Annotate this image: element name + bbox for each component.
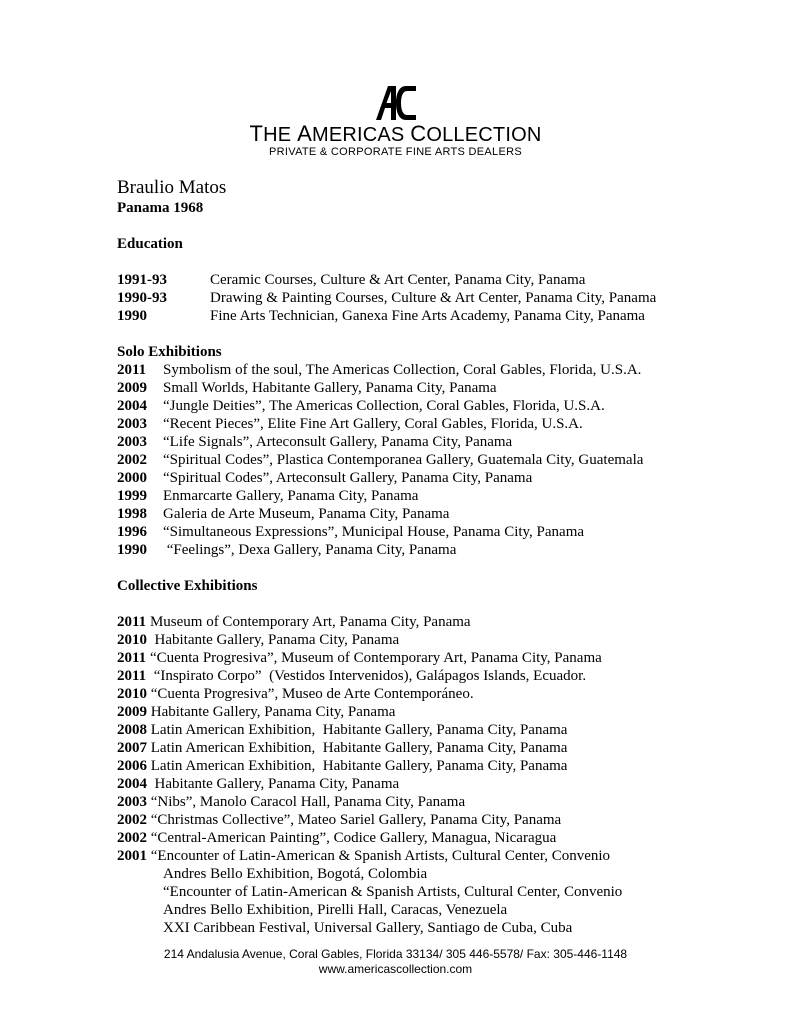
collective-exhibition-item — [117, 811, 757, 829]
exhibition-year: 1996 — [117, 524, 147, 540]
resume-body — [117, 176, 757, 937]
ac-monogram-icon — [376, 86, 416, 120]
solo-exhibition-item — [117, 469, 757, 487]
exhibition-text: “Encounter of Latin-American & Spanish Artists, Cultural Center, Convenio — [147, 848, 611, 864]
exhibition-text: “Jungle Deities”, The Americas Collection, Coral Gables, Florida, U.S.A. — [163, 398, 605, 414]
exhibition-year: 2002 — [117, 812, 147, 828]
exhibition-year: 2001 — [117, 848, 147, 864]
education-year: 1990 — [117, 308, 147, 324]
exhibition-year: 1998 — [117, 506, 147, 522]
collective-exhibition-item — [117, 685, 757, 703]
education-year: 1991-93 — [117, 272, 167, 288]
solo-exhibition-item — [117, 379, 757, 397]
company-name: THE AMERICAS COLLECTION — [249, 121, 542, 146]
exhibition-text: “Inspirato Corpo” (Vestidos Intervenidos), Galápagos Islands, Ecuador. — [146, 668, 587, 684]
exhibition-year: 2004 — [117, 398, 147, 414]
exhibition-year: 2009 — [117, 704, 147, 720]
collective-exhibition-item — [117, 703, 757, 721]
exhibition-year: 2011 — [117, 614, 147, 630]
exhibition-text: Symbolism of the soul, The Americas Collection, Coral Gables, Florida, U.S.A. — [163, 362, 642, 378]
exhibition-text: Habitante Gallery, Panama City, Panama — [147, 632, 400, 648]
exhibition-text: Museum of Contemporary Art, Panama City, Panama — [146, 614, 471, 630]
solo-exhibition-item — [117, 397, 757, 415]
exhibition-text: “Simultaneous Expressions”, Municipal House, Panama City, Panama — [163, 524, 585, 540]
exhibition-continuation-line: Andres Bello Exhibition, Pirelli Hall, Caracas, Venezuela — [163, 902, 508, 918]
exhibition-year: 2006 — [117, 758, 147, 774]
solo-exhibition-item — [117, 451, 757, 469]
company-tagline: PRIVATE & CORPORATE FINE ARTS DEALERS — [269, 146, 522, 158]
exhibition-text: “Feelings”, Dexa Gallery, Panama City, Panama — [163, 542, 457, 558]
solo-exhibitions-list — [117, 361, 757, 559]
footer-address: 214 Andalusia Avenue, Coral Gables, Florida 33134/ 305 446-5578/ Fax: 305-446-1148 — [163, 947, 628, 961]
exhibition-year: 2008 — [117, 722, 147, 738]
education-heading: Education — [117, 236, 183, 252]
collective-exhibitions-heading: Collective Exhibitions — [117, 578, 258, 594]
exhibition-text: “Christmas Collective”, Mateo Sariel Gallery, Panama City, Panama — [147, 812, 562, 828]
collective-continuation — [117, 865, 757, 937]
exhibition-year: 1999 — [117, 488, 147, 504]
footer-website: www.americascollection.com — [318, 962, 473, 976]
exhibition-continuation-line: XXI Caribbean Festival, Universal Gallery, Santiago de Cuba, Cuba — [163, 920, 573, 936]
education-year: 1990-93 — [117, 290, 167, 306]
artist-name: Braulio Matos — [117, 177, 227, 198]
education-text: Drawing & Painting Courses, Culture & Art Center, Panama City, Panama — [210, 290, 657, 306]
exhibition-text: “Nibs”, Manolo Caracol Hall, Panama City, Panama — [147, 794, 466, 810]
collective-exhibition-item — [117, 721, 757, 739]
exhibition-text: Latin American Exhibition, Habitante Gallery, Panama City, Panama — [147, 740, 568, 756]
collective-exhibition-item — [117, 829, 757, 847]
solo-exhibitions-heading: Solo Exhibitions — [117, 344, 222, 360]
exhibition-year: 2002 — [117, 830, 147, 846]
education-text: Ceramic Courses, Culture & Art Center, Panama City, Panama — [210, 272, 586, 288]
solo-exhibition-item — [117, 361, 757, 379]
exhibition-text: “Spiritual Codes”, Arteconsult Gallery, Panama City, Panama — [163, 470, 533, 486]
solo-exhibition-item — [117, 541, 757, 559]
education-list — [117, 271, 757, 325]
collective-exhibition-item — [117, 631, 757, 649]
exhibition-year: 2000 — [117, 470, 147, 486]
exhibition-year: 2002 — [117, 452, 147, 468]
exhibition-text: “Central-American Painting”, Codice Gallery, Managua, Nicaragua — [147, 830, 557, 846]
exhibition-text: “Life Signals”, Arteconsult Gallery, Panama City, Panama — [163, 434, 513, 450]
exhibition-text: Latin American Exhibition, Habitante Gallery, Panama City, Panama — [147, 758, 568, 774]
exhibition-text: “Recent Pieces”, Elite Fine Art Gallery, Coral Gables, Florida, U.S.A. — [163, 416, 583, 432]
exhibition-year: 2011 — [117, 650, 147, 666]
exhibition-text: Enmarcarte Gallery, Panama City, Panama — [163, 488, 419, 504]
exhibition-year: 2003 — [117, 434, 147, 450]
collective-exhibition-item — [117, 649, 757, 667]
education-text: Fine Arts Technician, Ganexa Fine Arts Academy, Panama City, Panama — [210, 308, 645, 324]
exhibition-year: 2010 — [117, 632, 147, 648]
exhibition-year: 2009 — [117, 380, 147, 396]
solo-exhibition-item — [117, 487, 757, 505]
exhibition-year: 2011 — [117, 668, 147, 684]
solo-exhibition-item — [117, 523, 757, 541]
exhibition-continuation-line: “Encounter of Latin-American & Spanish Artists, Cultural Center, Convenio — [163, 884, 623, 900]
solo-exhibition-item — [117, 505, 757, 523]
solo-exhibition-item — [117, 433, 757, 451]
exhibition-year: 2004 — [117, 776, 147, 792]
exhibition-year: 2010 — [117, 686, 147, 702]
exhibition-text: Latin American Exhibition, Habitante Gallery, Panama City, Panama — [147, 722, 568, 738]
exhibition-text: Galeria de Arte Museum, Panama City, Panama — [163, 506, 450, 522]
page-footer — [0, 947, 791, 977]
solo-exhibition-item — [117, 415, 757, 433]
education-item — [117, 307, 757, 325]
exhibition-year: 1990 — [117, 542, 147, 558]
education-item — [117, 289, 757, 307]
collective-exhibitions-list — [117, 613, 757, 865]
exhibition-text: “Cuenta Progresiva”, Museum of Contemporary Art, Panama City, Panama — [146, 650, 602, 666]
collective-exhibition-item — [117, 757, 757, 775]
collective-exhibition-item — [117, 667, 757, 685]
collective-exhibition-item — [117, 739, 757, 757]
collective-exhibition-item — [117, 775, 757, 793]
exhibition-text: “Cuenta Progresiva”, Museo de Arte Contemporáneo. — [147, 686, 474, 702]
exhibition-continuation-line: Andres Bello Exhibition, Bogotá, Colombia — [163, 866, 428, 882]
collective-exhibition-item — [117, 793, 757, 811]
exhibition-text: Habitante Gallery, Panama City, Panama — [147, 704, 396, 720]
collective-exhibition-item — [117, 613, 757, 631]
exhibition-year: 2011 — [117, 362, 147, 378]
exhibition-text: “Spiritual Codes”, Plastica Contemporanea Gallery, Guatemala City, Guatemala — [163, 452, 644, 468]
artist-origin: Panama 1968 — [117, 200, 204, 216]
education-item — [117, 271, 757, 289]
collective-exhibition-item — [117, 847, 757, 865]
exhibition-year: 2003 — [117, 416, 147, 432]
exhibition-text: Small Worlds, Habitante Gallery, Panama City, Panama — [163, 380, 497, 396]
exhibition-year: 2003 — [117, 794, 147, 810]
exhibition-year: 2007 — [117, 740, 147, 756]
exhibition-text: Habitante Gallery, Panama City, Panama — [147, 776, 400, 792]
company-logo — [0, 86, 791, 158]
